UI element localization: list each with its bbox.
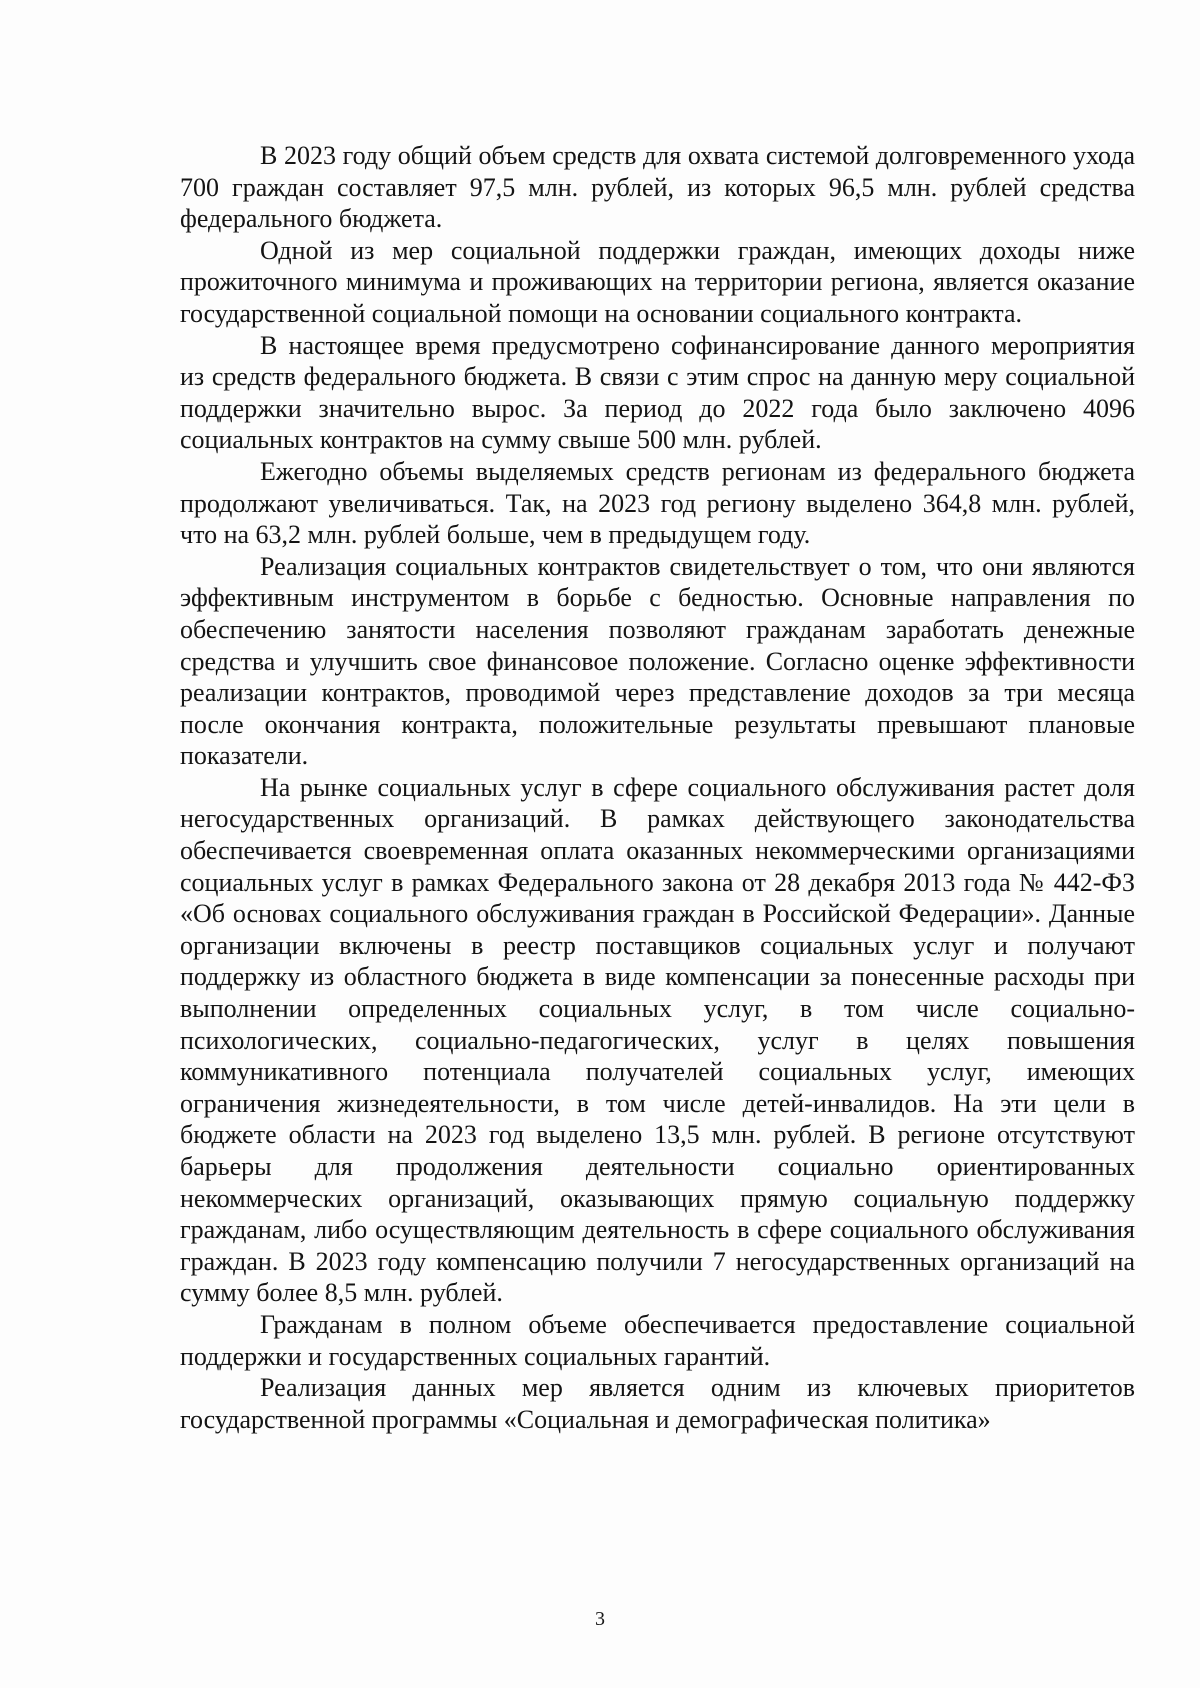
paragraph-ltc-funding: В 2023 году общий объем средств для охвата системой долговременного ухода 700 граждан составляет 97,5 млн. рублей, из которых 96,5 млн. рублей средства федерального бюджета. [180,141,1135,234]
document-body [180,140,1135,1435]
paragraph-nonprofit-organizations: На рынке социальных услуг в сфере социального обслуживания растет доля негосударственных организаций. В рамках действующего законодательства обеспечивается своевременная оплата оказанных некоммерческими организациями социальных услуг в рамках Федерального закона от 28 декабря 2013 года № 442-ФЗ «Об основах социального обслуживания граждан в Российской Федерации». Данные организации включены в реестр поставщиков социальных услуг и получают поддержку из областного бюджета в виде компенсации за понесенные расходы при выполнении определенных социальных услуг, в том числе социально-психологических, социально-педагогических, услуг в целях повышения коммуникативного потенциала получателей социальных услуг, имеющих ограничения жизнедеятельности, в том числе детей-инвалидов. На эти цели в бюджете области на 2023 год выделено 13,5 млн. рублей. В регионе отсутствуют барьеры для продолжения деятельности социально ориентированных некоммерческих организаций, оказывающих прямую социальную поддержку гражданам, либо осуществляющим деятельность в сфере социального обслуживания граждан. В 2023 году компенсацию получили 7 негосударственных организаций на сумму более 8,5 млн. рублей. [180,772,1135,1308]
paragraph-effectiveness: Реализация социальных контрактов свидетельствует о том, что они являются эффективным инструментом в борьбе с бедностью. Основные направления по обеспечению занятости населения позволяют гражданам заработать денежные средства и улучшить свое финансовое положение. Согласно оценке эффективности реализации контрактов, проводимой через представление доходов за три месяца после окончания контракта, положительные результаты превышают плановые показатели. [180,551,1135,771]
paragraph-cofinancing: В настоящее время предусмотрено софинансирование данного мероприятия из средств федерального бюджета. В связи с этим спрос на данную меру социальной поддержки значительно вырос. За период до 2022 года было заключено 4096 социальных контрактов на сумму свыше 500 млн. рублей. [180,330,1135,455]
paragraph-state-program: Реализация данных мер является одним из ключевых приоритетов государственной программы «Социальная и демографическая политика» [180,1373,1135,1434]
paragraph-social-guarantees: Гражданам в полном объеме обеспечивается предоставление социальной поддержки и государственных социальных гарантий. [180,1309,1135,1371]
paragraph-social-contract-intro: Одной из мер социальной поддержки граждан, имеющих доходы ниже прожиточного минимума и проживающих на территории региона, является оказание государственной социальной помощи на основании социального контракта. [180,235,1135,328]
paragraph-federal-allocation: Ежегодно объемы выделяемых средств регионам из федерального бюджета продолжают увеличиваться. Так, на 2023 год региону выделено 364,8 млн. рублей, что на 63,2 млн. рублей больше, чем в предыдущем году. [180,456,1135,550]
page-number: 3 [595,1608,605,1630]
